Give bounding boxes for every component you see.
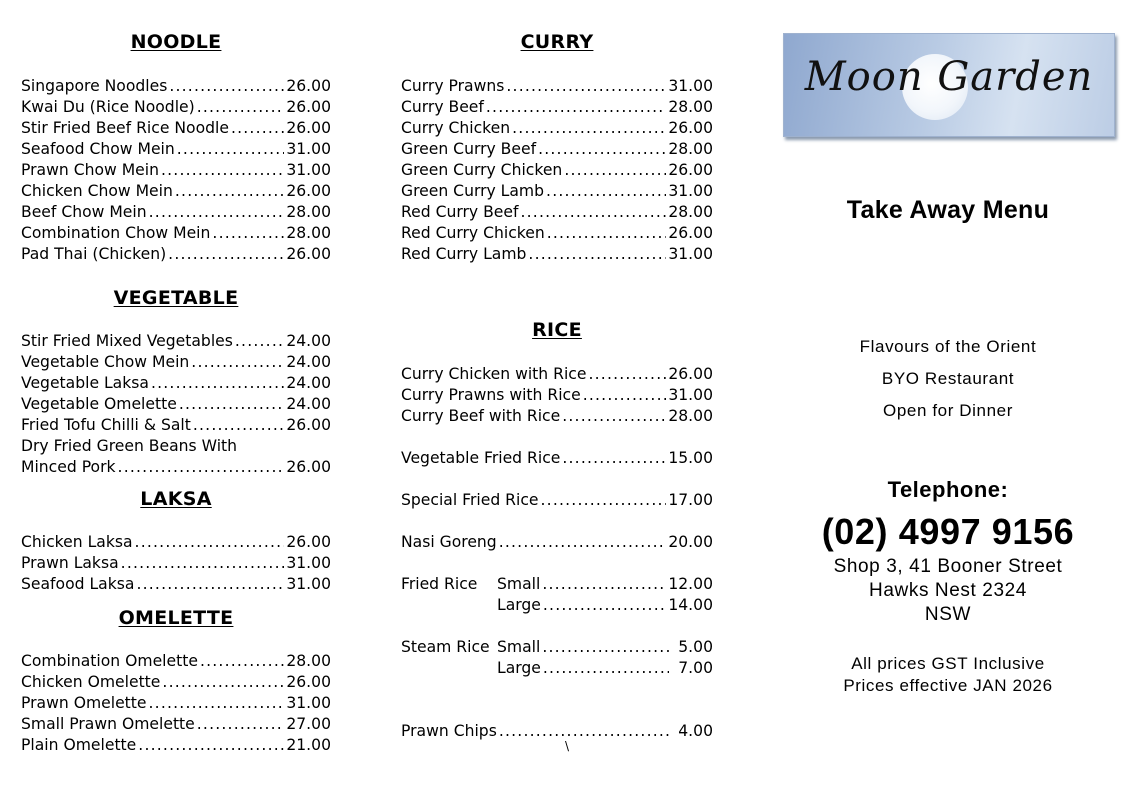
menu-item-name: Vegetable Chow Mein — [21, 353, 190, 371]
dot-leader — [499, 532, 667, 553]
dot-leader — [520, 202, 666, 223]
menu-item — [401, 616, 713, 637]
menu-item-size: Large — [497, 596, 541, 614]
menu-item-price: 26.00 — [668, 365, 713, 383]
menu-item-name: Pad Thai (Chicken) — [21, 245, 167, 263]
menu-item — [401, 574, 713, 595]
menu-item — [401, 76, 713, 97]
gst-note: All prices GST Inclusive — [851, 654, 1045, 673]
dot-leader — [486, 97, 666, 118]
menu-item-name: Singapore Noodles — [21, 77, 168, 95]
menu-item-price: 28.00 — [286, 203, 331, 221]
menu-item-price: 21.00 — [286, 736, 331, 754]
menu-item-name: Combination Omelette — [21, 652, 198, 670]
dot-leader — [149, 693, 285, 714]
section-heading-vegetable: VEGETABLE — [113, 287, 239, 309]
menu-item-price: 26.00 — [286, 119, 331, 137]
menu-item-price: 26.00 — [286, 77, 331, 95]
menu-item-price: 31.00 — [668, 77, 713, 95]
menu-item-name: Seafood Chow Mein — [21, 140, 175, 158]
menu-item-price: 26.00 — [668, 119, 713, 137]
tagline-byo: BYO Restaurant — [881, 369, 1015, 388]
menu-item — [21, 139, 331, 160]
menu-item-name: Stir Fried Mixed Vegetables — [21, 332, 233, 350]
dot-leader — [231, 118, 284, 139]
menu-item — [21, 714, 331, 735]
dot-leader — [543, 658, 669, 679]
menu-item — [21, 352, 331, 373]
dot-leader — [564, 160, 666, 181]
dot-leader — [135, 532, 285, 553]
menu-item-price: 31.00 — [286, 140, 331, 158]
menu-item — [401, 637, 713, 658]
menu-item-name: Red Curry Lamb — [401, 245, 527, 263]
menu-item-name: Vegetable Omelette — [21, 395, 177, 413]
section-heading-laksa: LAKSA — [140, 488, 212, 510]
menu-item-size: Small — [497, 575, 541, 593]
menu-item-price: 12.00 — [668, 575, 713, 593]
dot-leader — [541, 490, 667, 511]
dot-leader — [588, 364, 666, 385]
address-street: Shop 3, 41 Booner Street — [833, 556, 1063, 577]
menu-item — [401, 385, 713, 406]
dot-leader — [118, 457, 285, 478]
menu-item — [401, 700, 713, 721]
menu-item-price: 24.00 — [286, 353, 331, 371]
dot-leader — [179, 394, 285, 415]
dot-leader — [162, 672, 284, 693]
dot-leader — [136, 574, 284, 595]
menu-item-price: 31.00 — [668, 386, 713, 404]
menu-item — [401, 679, 713, 700]
dot-leader — [161, 160, 284, 181]
menu-item-price: 7.00 — [678, 659, 713, 677]
menu-item-name: Seafood Laksa — [21, 575, 135, 593]
dot-leader — [542, 574, 666, 595]
menu-item-name: Dry Fried Green Beans With — [21, 437, 238, 455]
dot-leader — [547, 223, 667, 244]
laksa-list — [21, 532, 331, 595]
menu-item-price: 4.00 — [678, 722, 713, 740]
menu-item-name: Kwai Du (Rice Noodle) — [21, 98, 195, 116]
dot-leader — [562, 448, 666, 469]
curry-list — [401, 76, 713, 265]
address-state: NSW — [924, 604, 972, 625]
menu-item-price: 28.00 — [668, 407, 713, 425]
menu-item-price: 28.00 — [668, 140, 713, 158]
menu-item-price: 26.00 — [286, 458, 331, 476]
menu-item-price: 26.00 — [286, 245, 331, 263]
menu-item-name: Fried Rice — [401, 575, 478, 593]
dot-leader — [499, 721, 669, 742]
section-heading-noodle: NOODLE — [130, 31, 222, 53]
dot-leader — [149, 202, 285, 223]
tagline-flavours: Flavours of the Orient — [859, 337, 1037, 356]
menu-item — [21, 574, 331, 595]
menu-item — [21, 553, 331, 574]
dot-leader — [193, 415, 284, 436]
menu-item-name: Red Curry Beef — [401, 203, 519, 221]
vegetable-list — [21, 331, 331, 478]
menu-item-price: 26.00 — [668, 161, 713, 179]
menu-item-name: Curry Prawns — [401, 77, 505, 95]
menu-item-price: 26.00 — [668, 224, 713, 242]
menu-item-price: 15.00 — [668, 449, 713, 467]
dot-leader — [583, 385, 667, 406]
menu-item — [21, 651, 331, 672]
menu-item-name: Chicken Chow Mein — [21, 182, 173, 200]
menu-item — [401, 448, 713, 469]
menu-item-name: Prawn Chips — [401, 722, 497, 740]
menu-item — [401, 406, 713, 427]
menu-item-name: Minced Pork — [21, 458, 116, 476]
page-title: Take Away Menu — [846, 196, 1050, 224]
menu-item — [401, 364, 713, 385]
noodle-list — [21, 76, 331, 265]
menu-item — [401, 160, 713, 181]
menu-item — [21, 373, 331, 394]
menu-item-price: 24.00 — [286, 374, 331, 392]
menu-item — [401, 595, 713, 616]
menu-item-name: Vegetable Laksa — [21, 374, 149, 392]
menu-item-name: Special Fried Rice — [401, 491, 539, 509]
menu-item — [21, 735, 331, 756]
menu-item-price: 31.00 — [668, 182, 713, 200]
logo-text: Moon Garden — [804, 54, 1094, 100]
menu-item — [21, 394, 331, 415]
stray-mark: \ — [565, 739, 570, 753]
dot-leader — [138, 735, 284, 756]
menu-item-name: Plain Omelette — [21, 736, 137, 754]
menu-item — [21, 672, 331, 693]
tagline-dinner: Open for Dinner — [883, 401, 1013, 420]
menu-item-price: 28.00 — [286, 224, 331, 242]
menu-item-name: Prawn Laksa — [21, 554, 119, 572]
menu-item — [21, 244, 331, 265]
menu-item-name: Green Curry Lamb — [401, 182, 545, 200]
menu-item — [21, 693, 331, 714]
menu-item — [21, 76, 331, 97]
menu-item — [21, 436, 331, 457]
menu-item-size: Large — [497, 659, 541, 677]
menu-item-name: Prawn Omelette — [21, 694, 147, 712]
menu-item-name: Chicken Laksa — [21, 533, 133, 551]
menu-item-price: 26.00 — [286, 673, 331, 691]
menu-item-size: Small — [497, 638, 541, 656]
menu-item-name: Green Curry Chicken — [401, 161, 563, 179]
menu-item-price: 26.00 — [286, 182, 331, 200]
dot-leader — [168, 244, 284, 265]
menu-item-price: 27.00 — [286, 715, 331, 733]
menu-item-name: Steam Rice — [401, 638, 490, 656]
menu-item-name: Green Curry Beef — [401, 140, 537, 158]
menu-item-name: Small Prawn Omelette — [21, 715, 195, 733]
menu-item-name: Combination Chow Mein — [21, 224, 211, 242]
menu-item-price: 31.00 — [286, 694, 331, 712]
menu-item-name: Curry Beef with Rice — [401, 407, 561, 425]
menu-item — [21, 331, 331, 352]
menu-item-price: 26.00 — [286, 416, 331, 434]
menu-item — [401, 244, 713, 265]
menu-item-price: 24.00 — [286, 332, 331, 350]
menu-item-name: Fried Tofu Chilli & Salt — [21, 416, 191, 434]
dot-leader — [151, 373, 284, 394]
section-heading-curry: CURRY — [520, 31, 594, 53]
menu-item — [401, 553, 713, 574]
dot-leader — [197, 714, 285, 735]
dot-leader — [177, 139, 285, 160]
dot-leader — [506, 76, 666, 97]
dot-leader — [191, 352, 284, 373]
dot-leader — [542, 637, 669, 658]
section-heading-rice: RICE — [532, 319, 582, 341]
menu-item — [401, 139, 713, 160]
menu-item-price: 14.00 — [668, 596, 713, 614]
menu-item — [401, 469, 713, 490]
menu-item-name: Curry Chicken — [401, 119, 511, 137]
dot-leader — [528, 244, 666, 265]
dot-leader — [235, 331, 284, 352]
dot-leader — [175, 181, 284, 202]
dot-leader — [543, 595, 666, 616]
dot-leader — [212, 223, 284, 244]
menu-item — [21, 160, 331, 181]
menu-item — [21, 202, 331, 223]
menu-item-name: Nasi Goreng — [401, 533, 497, 551]
menu-item — [401, 118, 713, 139]
menu-item — [401, 97, 713, 118]
dot-leader — [538, 139, 666, 160]
menu-item — [401, 181, 713, 202]
menu-item-name: Stir Fried Beef Rice Noodle — [21, 119, 229, 137]
menu-item-price: 28.00 — [668, 203, 713, 221]
telephone-number: (02) 4997 9156 — [821, 511, 1075, 552]
menu-item — [21, 97, 331, 118]
menu-item — [21, 415, 331, 436]
menu-item-name: Curry Prawns with Rice — [401, 386, 581, 404]
menu-item-name: Beef Chow Mein — [21, 203, 147, 221]
menu-item-price: 20.00 — [668, 533, 713, 551]
menu-item-price: 31.00 — [286, 554, 331, 572]
menu-item — [21, 457, 331, 478]
menu-item-price: 31.00 — [286, 575, 331, 593]
dot-leader — [197, 97, 285, 118]
menu-item-name: Curry Beef — [401, 98, 484, 116]
menu-item — [401, 721, 713, 742]
menu-item-price: 28.00 — [286, 652, 331, 670]
menu-item-price: 28.00 — [668, 98, 713, 116]
dot-leader — [562, 406, 666, 427]
dot-leader — [200, 651, 284, 672]
menu-item-name: Vegetable Fried Rice — [401, 449, 561, 467]
menu-item-name: Prawn Chow Mein — [21, 161, 159, 179]
menu-item — [401, 490, 713, 511]
dot-leader — [512, 118, 666, 139]
menu-item — [401, 202, 713, 223]
menu-item-price: 26.00 — [286, 533, 331, 551]
prices-effective-note: Prices effective JAN 2026 — [843, 676, 1053, 695]
menu-item-price: 17.00 — [668, 491, 713, 509]
menu-item-name: Chicken Omelette — [21, 673, 161, 691]
dot-leader — [546, 181, 666, 202]
dot-leader — [121, 553, 285, 574]
address-suburb: Hawks Nest 2324 — [869, 580, 1027, 601]
menu-item — [401, 658, 713, 679]
omelette-list — [21, 651, 331, 756]
menu-item — [21, 118, 331, 139]
menu-item-price: 5.00 — [678, 638, 713, 656]
menu-item-price: 24.00 — [286, 395, 331, 413]
menu-item — [21, 181, 331, 202]
menu-item — [21, 223, 331, 244]
menu-item — [401, 511, 713, 532]
menu-item — [401, 427, 713, 448]
menu-item — [401, 223, 713, 244]
rice-list — [401, 364, 713, 742]
dot-leader — [169, 76, 284, 97]
telephone-label: Telephone: — [887, 477, 1009, 502]
logo-banner — [783, 33, 1115, 137]
menu-item — [401, 532, 713, 553]
menu-item-price: 31.00 — [286, 161, 331, 179]
menu-item-price: 31.00 — [668, 245, 713, 263]
section-heading-omelette: OMELETTE — [118, 607, 234, 629]
menu-item-name: Curry Chicken with Rice — [401, 365, 587, 383]
menu-item-name: Red Curry Chicken — [401, 224, 545, 242]
menu-item-price: 26.00 — [286, 98, 331, 116]
menu-item — [21, 532, 331, 553]
